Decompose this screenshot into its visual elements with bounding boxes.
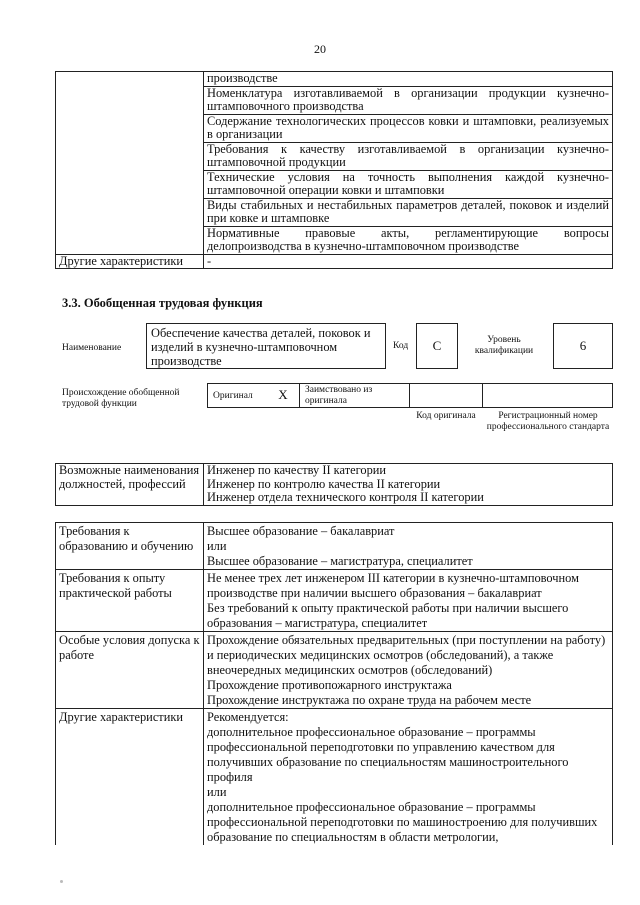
table-cell: - <box>204 254 613 269</box>
original-mark: X <box>278 387 288 402</box>
list-item: Прохождение обязательных предварительных (при поступлении на работу) и периодических медицинских осмотров (обследований), а также внеочередных медицинских осмотров (обследований) <box>207 633 606 677</box>
table-row <box>56 570 613 632</box>
list-item: или <box>207 785 227 799</box>
positions-label: Возможные наименования должностей, профессий <box>56 464 204 506</box>
page-number: 20 <box>314 42 326 56</box>
function-name-value: Обеспечение качества деталей, поковок и изделий в кузнечно-штамповочном производстве <box>151 326 371 368</box>
section-heading: 3.3. Обобщенная трудовая функция <box>62 296 263 310</box>
requirement-value <box>204 523 613 570</box>
borrowed-label: Заимствовано из оригинала <box>305 385 373 406</box>
list-item: дополнительное профессиональное образование – программы профессиональной переподготовки по управлению качеством для получивших образование по специальностям машиностроительного профиля <box>207 725 569 784</box>
scan-dot <box>60 880 63 883</box>
table-cell: Технические условия на точность выполнения каждой кузнечно-штамповочной операции ковки и штамповки <box>204 170 613 198</box>
code-label: Код <box>393 341 409 351</box>
list-item: Инженер отдела технического контроля II категории <box>207 490 484 504</box>
table-cell: Номенклатура изготавливаемой в организации продукции кузнечно-штамповочного производства <box>204 86 613 114</box>
table-row <box>56 632 613 709</box>
list-item: или <box>207 539 227 553</box>
list-item: Не менее трех лет инженером III категории в кузнечно-штамповочном производстве при наличии высшего образования – бакалавриат <box>207 571 579 600</box>
table-row <box>56 523 613 570</box>
requirement-label: Требования к образованию и обучению <box>56 523 204 570</box>
positions-list <box>204 464 613 506</box>
function-name-box <box>146 323 386 369</box>
origin-label: Происхождение обобщенной трудовой функции <box>62 388 180 409</box>
name-label: Наименование <box>62 343 122 353</box>
list-item: Рекомендуется: <box>207 710 289 724</box>
reg-number-label: Регистрационный номер профессионального стандарта <box>486 411 610 432</box>
level-value-box <box>553 323 613 369</box>
requirement-label: Другие характеристики <box>56 709 204 846</box>
list-item: Без требований к опыту практической работы при наличии высшего образования – магистратура, специалитет <box>207 601 569 630</box>
requirement-label: Особые условия допуска к работе <box>56 632 204 709</box>
code-value: C <box>432 338 442 353</box>
positions-table <box>55 463 613 506</box>
code-original-cell <box>409 383 483 408</box>
table-row <box>56 709 613 846</box>
requirement-value <box>204 709 613 846</box>
list-item: Инженер по качеству II категории <box>207 463 387 477</box>
level-value: 6 <box>579 338 587 353</box>
table-row <box>56 254 613 269</box>
table-cell: Содержание технологических процессов ковки и штамповки, реализуемых в организации <box>204 114 613 142</box>
code-value-box <box>416 323 458 369</box>
original-label: Оригинал <box>213 391 253 401</box>
table-cell: Нормативные правовые акты, регламентирующие вопросы делопроизводства в кузнечно-штамповочном производстве <box>204 226 613 254</box>
table-cell-label: Другие характеристики <box>56 254 204 269</box>
requirement-value <box>204 632 613 709</box>
requirement-label: Требования к опыту практической работы <box>56 570 204 632</box>
table-row <box>56 72 613 87</box>
list-item: Высшее образование – бакалавриат <box>207 524 395 538</box>
knowledge-table <box>55 71 613 269</box>
table-cell: производстве <box>204 72 613 87</box>
level-label: Уровень квалификации <box>474 335 534 356</box>
original-mark-cell <box>267 383 300 408</box>
requirement-value <box>204 570 613 632</box>
table-cell: Требования к качеству изготавливаемой в организации кузнечно-штамповочной продукции <box>204 142 613 170</box>
list-item: Инженер по контролю качества II категории <box>207 476 441 491</box>
list-item: Прохождение противопожарного инструктажа <box>207 678 452 692</box>
table-row <box>56 464 613 506</box>
table-cell-label <box>56 72 204 255</box>
table-cell: Виды стабильных и нестабильных параметров деталей, поковок и изделий при ковке и штамповке <box>204 198 613 226</box>
code-original-label: Код оригинала <box>416 411 476 421</box>
list-item: дополнительное профессиональное образование – программы профессиональной переподготовки по машиностроению для получивших образование по специальностям в области метрологии, <box>207 800 598 844</box>
requirements-table <box>55 522 613 845</box>
list-item: Прохождение инструктажа по охране труда на рабочем месте <box>207 693 532 707</box>
list-item: Высшее образование – магистратура, специалитет <box>207 554 473 568</box>
